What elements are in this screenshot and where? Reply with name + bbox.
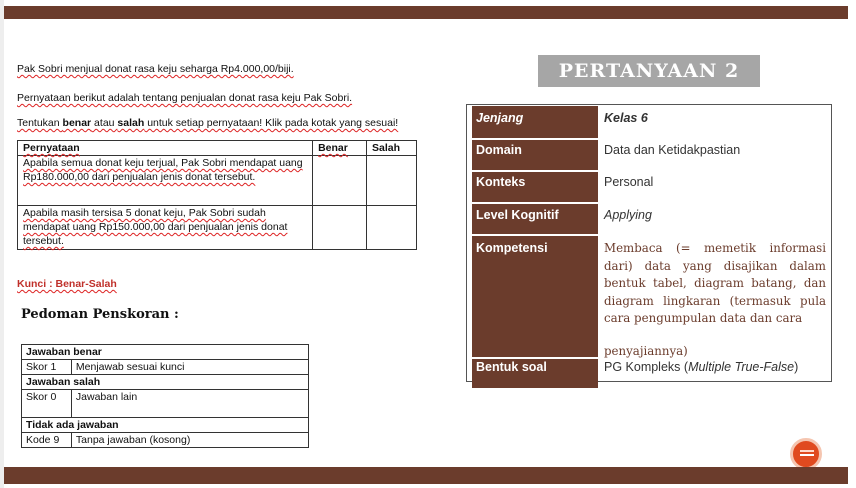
separator — [472, 138, 598, 140]
statement-table — [17, 140, 417, 250]
header-benar: Benar — [313, 141, 367, 156]
top-bar — [4, 6, 848, 19]
score-code-1: Skor 1 — [22, 360, 72, 375]
scoring-table — [21, 344, 309, 448]
header-salah: Salah — [367, 141, 417, 156]
table-row — [18, 156, 417, 206]
score-head-wrong: Jawaban salah — [22, 375, 309, 390]
instruction-salah: salah — [117, 117, 145, 129]
value-kompetensi-end: penyajiannya) — [604, 344, 688, 358]
bentuk-italic: Multiple True-False — [688, 360, 795, 374]
instruction-post: untuk setiap pernyataan! Klik pada kotak yang sesuai! — [144, 117, 399, 129]
value-level: Applying — [604, 208, 652, 222]
question-line-3 — [17, 117, 398, 130]
instruction-benar: benar — [62, 117, 92, 129]
label-kompetensi: Kompetensi — [476, 241, 548, 255]
question-line-1: Pak Sobri menjual donat rasa keju seharga Rp4.000,00/biji. — [17, 63, 294, 75]
score-code-9: Kode 9 — [22, 433, 72, 448]
bottom-bar — [4, 467, 848, 484]
window-edge — [0, 0, 4, 488]
table-header-row — [18, 141, 417, 156]
value-jenjang: Kelas 6 — [604, 111, 648, 125]
slide-navigation-icon[interactable] — [790, 438, 822, 470]
statement-2: Apabila masih tersisa 5 donat keju, Pak Sobri sudah mendapat uang Rp150.000,00 dari penjualan jenis donat tersebut. — [18, 206, 313, 250]
value-konteks: Personal — [604, 175, 654, 189]
header-pernyataan: Pernyataan — [18, 141, 313, 156]
separator — [472, 202, 598, 204]
salah-box-2[interactable] — [367, 206, 417, 250]
question-title: PERTANYAAN 2 — [538, 55, 760, 87]
label-bentuk: Bentuk soal — [476, 360, 547, 374]
scoring-guide-title: Pedoman Penskoran : — [21, 307, 179, 322]
score-desc-1: Menjawab sesuai kunci — [71, 360, 308, 375]
bentuk-pre: PG Kompleks ( — [604, 360, 689, 374]
bentuk-post: ) — [794, 360, 799, 374]
benar-box-1[interactable] — [313, 156, 367, 206]
salah-box-1[interactable] — [367, 156, 417, 206]
separator — [472, 170, 598, 172]
label-konteks: Konteks — [476, 175, 526, 189]
score-head-correct: Jawaban benar — [22, 345, 309, 360]
value-domain: Data dan Ketidakpastian — [604, 143, 741, 157]
separator — [472, 357, 598, 359]
value-bentuk — [604, 360, 798, 374]
label-jenjang: Jenjang — [476, 111, 524, 125]
label-domain: Domain — [476, 143, 522, 157]
answer-key: Kunci : Benar-Salah — [17, 278, 117, 290]
statement-1: Apabila semua donat keju terjual, Pak Sobri mendapat uang Rp180.000,00 dari penjualan jenis donat tersebut. — [18, 156, 313, 206]
label-level: Level Kognitif — [476, 208, 559, 222]
score-code-0: Skor 0 — [22, 390, 72, 418]
instruction-mid: atau — [91, 117, 118, 129]
score-desc-9: Tanpa jawaban (kosong) — [71, 433, 308, 448]
score-head-empty: Tidak ada jawaban — [22, 418, 309, 433]
score-desc-0: Jawaban lain — [71, 390, 308, 418]
question-line-2: Pernyataan berikut adalah tentang penjualan donat rasa keju Pak Sobri. — [17, 92, 353, 104]
table-row — [18, 206, 417, 250]
instruction-pre: Tentukan — [17, 117, 63, 129]
benar-box-2[interactable] — [313, 206, 367, 250]
separator — [472, 234, 598, 236]
value-kompetensi: Membaca (= memetik informasi dari) data yang disajikan dalam bentuk tabel, diagram batang, dan diagram lingkaran (termasuk pula cara pengumpulan data dan cara — [604, 241, 826, 325]
